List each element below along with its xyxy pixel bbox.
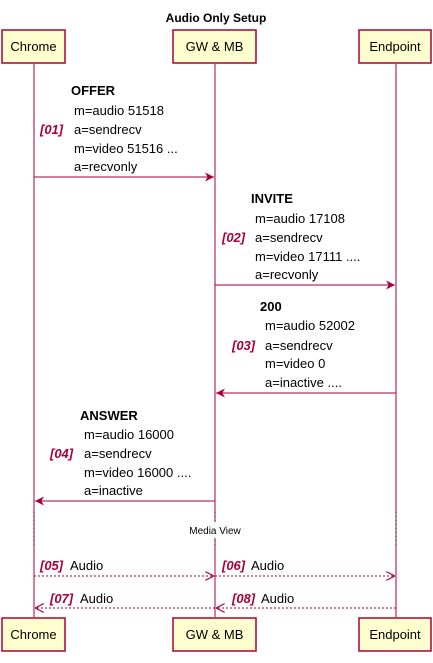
message-number: [08] bbox=[232, 591, 256, 606]
message-line: a=recvonly bbox=[255, 267, 319, 282]
message-head: ANSWER bbox=[80, 408, 138, 423]
participant-chrome-top[interactable] bbox=[2, 30, 65, 63]
message-line: m=audio 17108 bbox=[255, 211, 345, 226]
message-text: Audio bbox=[70, 558, 104, 573]
message-line: m=audio 52002 bbox=[265, 318, 355, 333]
message-line: a=sendrecv bbox=[265, 338, 333, 353]
message-audio-08 bbox=[216, 591, 396, 608]
participant-endpoint-bottom[interactable] bbox=[359, 618, 431, 651]
message-text: Audio bbox=[251, 558, 285, 573]
message-head: 200 bbox=[260, 299, 282, 314]
participant-chrome-label: Chrome bbox=[10, 627, 57, 642]
message-line: a=recvonly bbox=[74, 159, 138, 174]
message-200 bbox=[216, 299, 396, 393]
message-text: Audio bbox=[261, 591, 295, 606]
message-line: m=video 51516 ... bbox=[74, 141, 178, 156]
message-line: a=sendrecv bbox=[74, 122, 142, 137]
message-number: [02] bbox=[222, 230, 246, 245]
message-audio-05 bbox=[34, 558, 214, 576]
message-head: INVITE bbox=[251, 191, 293, 206]
message-line: a=sendrecv bbox=[84, 446, 152, 461]
message-line: m=video 17111 .... bbox=[255, 249, 361, 264]
message-number: [01] bbox=[40, 122, 64, 137]
participant-gw-top[interactable] bbox=[173, 30, 256, 63]
message-number: [07] bbox=[50, 591, 74, 606]
participant-gw-bottom[interactable] bbox=[173, 618, 256, 651]
participant-chrome-label: Chrome bbox=[10, 39, 57, 54]
participant-chrome-bottom[interactable] bbox=[2, 618, 65, 651]
message-line: m=audio 16000 bbox=[84, 427, 174, 442]
participant-endpoint-top[interactable] bbox=[359, 30, 431, 63]
message-answer bbox=[35, 408, 215, 501]
message-audio-06 bbox=[215, 558, 395, 576]
message-invite bbox=[215, 191, 395, 285]
participant-endpoint-label: Endpoint bbox=[369, 627, 421, 642]
participant-gw-label: GW & MB bbox=[185, 627, 244, 642]
message-line: a=sendrecv bbox=[255, 230, 323, 245]
participant-endpoint-label: Endpoint bbox=[369, 39, 421, 54]
message-text: Audio bbox=[80, 591, 114, 606]
message-number: [03] bbox=[232, 338, 256, 353]
message-number: [04] bbox=[50, 446, 74, 461]
message-line: a=inactive .... bbox=[265, 375, 342, 390]
message-offer bbox=[34, 83, 214, 177]
message-line: m=video 0 bbox=[265, 356, 326, 371]
message-audio-07 bbox=[35, 591, 215, 608]
divider-label: Media View bbox=[189, 526, 241, 537]
message-line: m=audio 51518 bbox=[74, 103, 164, 118]
diagram-title: Audio Only Setup bbox=[165, 11, 267, 25]
message-number: [06] bbox=[222, 558, 246, 573]
participant-gw-label: GW & MB bbox=[185, 39, 244, 54]
message-number: [05] bbox=[40, 558, 64, 573]
message-line: m=video 16000 .... bbox=[84, 465, 192, 480]
message-line: a=inactive bbox=[84, 483, 143, 498]
message-head: OFFER bbox=[71, 83, 116, 98]
